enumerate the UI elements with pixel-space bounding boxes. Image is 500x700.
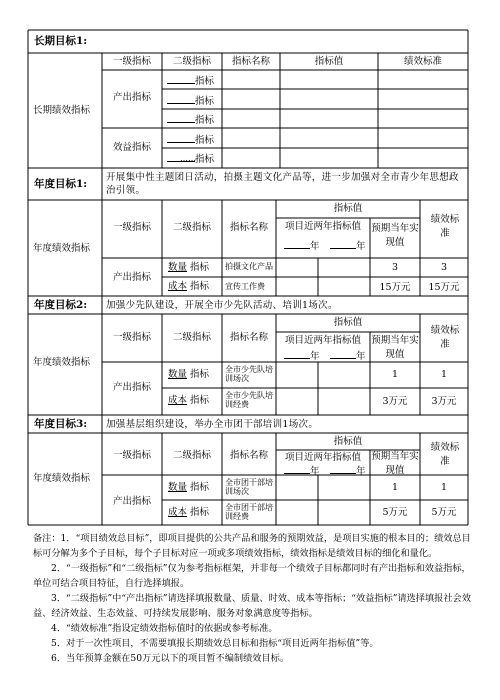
g2-header-name: 指标名称 — [229, 332, 268, 343]
blank-indicator: 指标 — [167, 152, 214, 165]
long-term-goal-label: 长期目标1: — [34, 35, 88, 47]
g2-year-blank-1: 年 — [284, 349, 320, 362]
g2-year-blank-2: 年 — [330, 349, 366, 362]
g1-row2-expected: 15万元 — [379, 282, 411, 293]
annual-indicator-label: 年度绩效指标 — [33, 473, 91, 484]
g2-row2-name: 全市少先队培训经费 — [225, 391, 273, 410]
g1-row2-standard: 15万元 — [428, 282, 460, 293]
g3-row2-expected: 5万元 — [382, 507, 408, 518]
g2-row2-expected: 3万元 — [382, 396, 408, 407]
g1-header-expected: 预期当年实现值 — [371, 223, 419, 248]
g3-row1-expected: 1 — [391, 482, 399, 493]
annual-goal-3-text: 加强基层组织建设，举办全市团干部培训1场次。 — [106, 419, 319, 430]
g1-cost-indicator: 成本 指标 — [168, 281, 210, 292]
g2-header-expected: 预期当年实现值 — [371, 335, 419, 360]
annual-goal-2-label: 年度目标2: — [34, 299, 88, 311]
g1-output-label: 产出指标 — [112, 272, 151, 283]
long-output-label: 产出指标 — [112, 92, 151, 103]
g3-header-standard: 绩效标准 — [430, 442, 460, 467]
header-name: 指标名称 — [231, 56, 270, 67]
g3-year-blank-2: 年 — [330, 464, 366, 477]
g2-cost-indicator: 成本 指标 — [168, 395, 210, 406]
g2-row1-name: 全市少先队培训场次 — [225, 365, 273, 384]
long-term-indicator-label: 长期绩效指标 — [33, 105, 91, 116]
g2-row1-expected: 1 — [391, 369, 399, 380]
g3-quantity-indicator: 数量 指标 — [168, 482, 210, 493]
ellipsis: …… — [180, 154, 196, 163]
g3-row1-standard: 1 — [440, 482, 448, 493]
g1-header-value: 指标值 — [333, 203, 363, 214]
g3-header-level1: 一级指标 — [112, 450, 151, 461]
header-value: 指标值 — [314, 56, 344, 67]
g2-header-recent: 项目近两年指标值 — [284, 335, 361, 346]
g3-header-expected: 预期当年实现值 — [371, 451, 419, 476]
g1-header-standard: 绩效标准 — [430, 214, 460, 239]
g3-cost-indicator: 成本 指标 — [168, 507, 210, 518]
g1-quantity-indicator: 数量 指标 — [168, 262, 210, 273]
annual-indicator-label: 年度绩效指标 — [33, 243, 91, 254]
blank-indicator: 指标 — [167, 133, 214, 146]
g3-output-label: 产出指标 — [112, 496, 151, 507]
g2-quantity-indicator: 数量 指标 — [168, 369, 210, 380]
g2-row2-standard: 3万元 — [431, 396, 457, 407]
blank-indicator: 指标 — [167, 74, 214, 87]
annual-goal-3-label: 年度目标3: — [34, 418, 88, 430]
g2-row1-standard: 1 — [440, 369, 448, 380]
annual-goal-1-text: 开展集中性主题团日活动，拍摄主题文化产品等，进一步加强对全市青少年思想政治引领。 — [106, 172, 459, 196]
g1-header-recent: 项目近两年指标值 — [284, 221, 361, 232]
annual-goal-2-text: 加强少先队建设，开展全市少先队活动、培训1场次。 — [106, 300, 338, 311]
g1-year-blank-2: 年 — [330, 239, 366, 252]
g1-header-level1: 一级指标 — [112, 222, 151, 233]
g2-header-level1: 一级指标 — [112, 332, 151, 343]
annual-indicator-label: 年度绩效指标 — [33, 357, 91, 368]
g2-header-value: 指标值 — [333, 317, 363, 328]
g2-header-level2: 二级指标 — [172, 332, 211, 343]
g2-header-standard: 绩效标准 — [430, 325, 460, 350]
g2-output-label: 产出指标 — [112, 382, 151, 393]
g3-row2-standard: 5万元 — [431, 507, 457, 518]
g1-row1-standard: 3 — [440, 262, 448, 273]
note-1: 备注：1．“项目绩效总目标”，即项目提供的公共产品和服务的预期效益，是项目实施的根本目的；绩效总目标可分解为多个子目标，每个子目标对应一项或多项绩效指标，绩效指标是绩效目标的细化和量化。 — [33, 533, 471, 559]
note-3: 3．“二级指标”中“产出指标”请选择填报数量、质量、时效、成本等指标；“效益指标”请选择填报社会效益、经济效益、生态效益、可持续发展影响、服务对象满意度等指标。 — [33, 593, 471, 619]
g1-header-level2: 二级指标 — [172, 222, 211, 233]
g3-header-level2: 二级指标 — [172, 450, 211, 461]
note-2: 2．“一级指标”和“二级指标”仅为参考指标框架，并非每一个绩效子目标都同时有产出指标和效益指标，单位可结合项目特征，自行选择填报。 — [33, 563, 471, 589]
g1-row2-name: 宣传工作费 — [225, 282, 265, 291]
note-4: 4．“绩效标准”指设定绩效指标值时的依据或参考标准。 — [51, 623, 278, 634]
notes — [33, 531, 473, 666]
g1-header-name: 指标名称 — [229, 222, 268, 233]
annual-goal-1-label: 年度目标1: — [34, 178, 88, 190]
g3-header-recent: 项目近两年指标值 — [284, 452, 361, 463]
header-standard: 绩效标准 — [403, 56, 442, 67]
g3-year-blank-1: 年 — [284, 464, 320, 477]
g3-row1-name: 全市团干部培训场次 — [225, 478, 273, 497]
g1-row1-expected: 3 — [391, 262, 399, 273]
g3-row2-name: 全市团干部培训经费 — [225, 503, 273, 522]
header-level1: 一级指标 — [112, 56, 151, 67]
blank-indicator: 指标 — [167, 94, 214, 107]
blank-indicator: 指标 — [167, 113, 214, 126]
note-6: 6．当年预算金额在50万元以下的项目暂不编制绩效目标。 — [51, 653, 290, 664]
g3-header-name: 指标名称 — [229, 450, 268, 461]
g1-year-blank-1: 年 — [284, 239, 320, 252]
long-benefit-label: 效益指标 — [112, 142, 151, 153]
g3-header-value: 指标值 — [333, 436, 363, 447]
header-level2: 二级指标 — [172, 56, 211, 67]
g1-row1-name: 拍摄文化产品 — [225, 262, 273, 271]
note-5: 5．对于一次性项目，不需要填报长期绩效总目标和指标“项目近两年指标值”等。 — [51, 638, 379, 649]
